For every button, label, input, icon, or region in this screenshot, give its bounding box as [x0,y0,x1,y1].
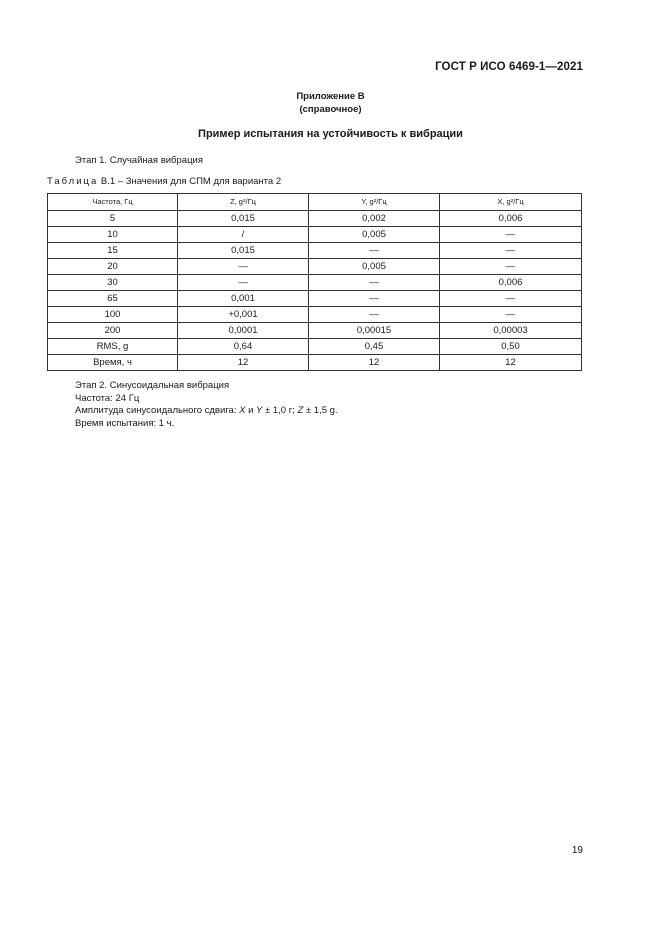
amplitude-and: и [245,405,257,416]
table-row [48,339,582,355]
psd-values-table [47,193,582,371]
table-row [48,227,582,243]
stage1-label: Этап 1. Случайная вибрация [75,155,203,166]
amplitude-prefix: Амплитуда синусоидального сдвига: [75,405,240,416]
header-x: X, g²/Гц [440,194,582,211]
table-cell: 0,50 [440,339,582,355]
table-caption-text: В.1 – Значения для СПМ для варианта 2 [100,176,282,187]
table-cell: 10 [48,227,178,243]
amplitude-x: X [239,405,246,416]
document-code: ГОСТ Р ИСО 6469-1—2021 [435,61,583,73]
table-cell: — [309,307,440,323]
table-caption [47,176,281,187]
table-row [48,211,582,227]
appendix-title: Приложение В [296,91,365,102]
table-row [48,291,582,307]
table-cell: 0,001 [178,291,309,307]
table-caption-prefix: Таблица [47,176,99,187]
table-cell: 15 [48,243,178,259]
table-row [48,307,582,323]
table-cell: 0,015 [178,211,309,227]
table-cell: 5 [48,211,178,227]
table-cell: 100 [48,307,178,323]
table-cell: 0,005 [309,259,440,275]
table-header-row [48,194,582,211]
header-z: Z, g²/Гц [178,194,309,211]
table-cell: 0,45 [309,339,440,355]
table-cell: / [178,227,309,243]
section-title: Пример испытания на устойчивость к вибрации [198,128,463,140]
stage2-label: Этап 2. Синусоидальная вибрация [75,380,230,391]
table-cell: 12 [178,355,309,371]
amplitude-end: ± 1,5 g. [303,405,338,416]
amplitude-z: Z [297,405,304,416]
table-row [48,243,582,259]
table-cell: — [440,243,582,259]
table-cell: 0,64 [178,339,309,355]
table-cell: 12 [309,355,440,371]
table-cell: 30 [48,275,178,291]
table-cell: 20 [48,259,178,275]
table-cell: Время, ч [48,355,178,371]
table-row [48,275,582,291]
appendix-subtitle: (справочное) [299,104,362,115]
table-row [48,355,582,371]
stage2-frequency: Частота: 24 Гц [75,392,140,404]
stage2-block [75,380,338,430]
table-cell: — [178,259,309,275]
table-cell: +0,001 [178,307,309,323]
table-cell: 0,002 [309,211,440,227]
table-cell: 12 [440,355,582,371]
stage2-duration: Время испытания: 1 ч. [75,417,175,429]
table-row [48,323,582,339]
table-cell: — [309,291,440,307]
amplitude-y: Y [256,405,263,416]
table-cell: 0,00003 [440,323,582,339]
table-cell: — [440,227,582,243]
header-y: Y, g²/Гц [309,194,440,211]
table-cell: — [440,291,582,307]
table-cell: 0,006 [440,211,582,227]
table-cell: 0,005 [309,227,440,243]
table-cell: 0,015 [178,243,309,259]
table-cell: 0,006 [440,275,582,291]
header-frequency: Частота, Гц [48,194,178,211]
table-cell: 0,0001 [178,323,309,339]
table-row [48,259,582,275]
table-cell: 65 [48,291,178,307]
table-cell: — [440,307,582,323]
table-cell: 200 [48,323,178,339]
table-cell: RMS, g [48,339,178,355]
page-number: 19 [571,845,583,856]
table-cell: — [309,275,440,291]
amplitude-mid: ± 1,0 г; [262,405,298,416]
table-cell: — [309,243,440,259]
table-cell: 0,00015 [309,323,440,339]
stage2-amplitude [75,405,338,418]
table-cell: — [178,275,309,291]
table-cell: — [440,259,582,275]
